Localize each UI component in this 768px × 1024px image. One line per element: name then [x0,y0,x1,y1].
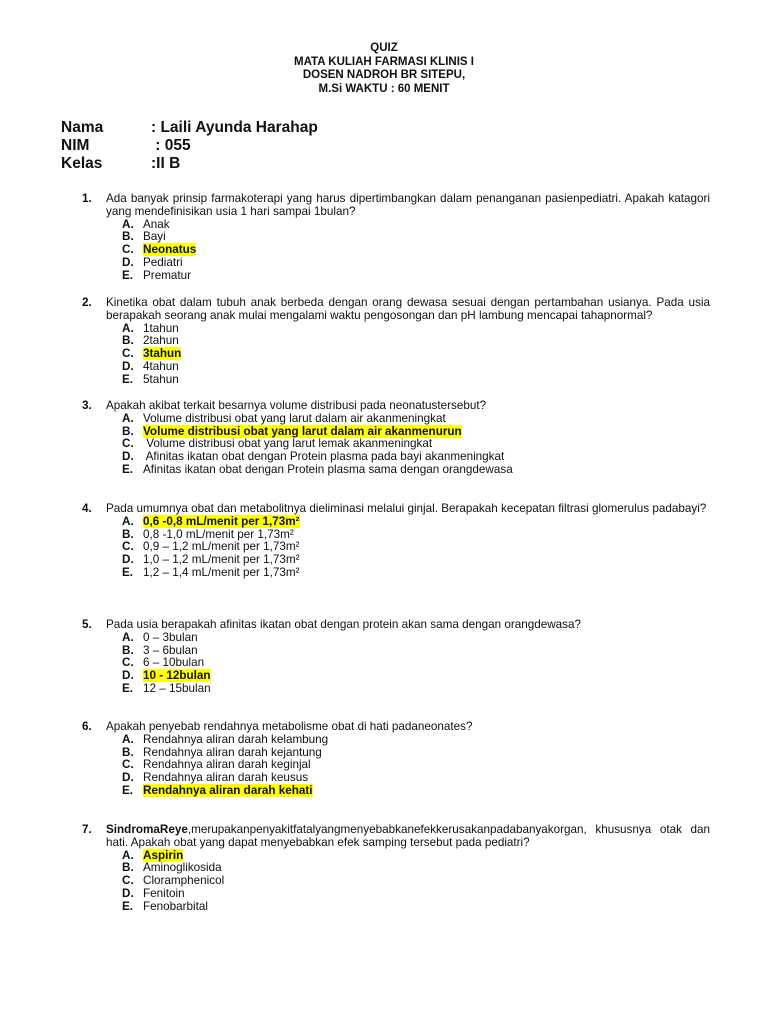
option-e-answer: E. Rendahnya aliran darah kehati [122,783,313,797]
option-a: A. 1tahun [122,321,179,335]
option-b: B. Rendahnya aliran darah kejantung [122,745,322,759]
option-b-answer: B. Volume distribusi obat yang larut dalam air akanmenurun [122,424,462,438]
option-a: A. Rendahnya aliran darah kelambung [122,732,329,746]
question-5 [82,619,710,696]
option-d: D. Rendahnya aliran darah keusus [122,771,309,785]
option-d: D. 4tahun [122,359,179,373]
question-number: 4. [82,502,92,515]
lecturer-name: DOSEN NADROH BR SITEPU, [302,69,466,82]
time-limit: M.Si WAKTU : 60 MENIT [318,82,450,95]
question-text: SindromaReye,merupakanpenyakitfatalyangmenyebabkanefekkerusakanpadabanyakorgan, khususnya otak dan hati. Apakah obat yang dapat menyebabkan efek samping tersebut pada pediatri? [106,823,710,849]
option-c: C. 6 – 10bulan [122,656,205,670]
question-text: Pada umumnya obat dan metabolitnya dieliminasi melalui ginjal. Berapakah kecepatan filtrasi glomerulus padabayi? [106,502,707,515]
question-number: 2. [82,296,92,309]
question-number: 5. [82,618,92,631]
course-name: MATA KULIAH FARMASI KLINIS I [294,55,474,68]
question-6 [82,721,710,798]
option-c-answer: C. Neonatus [122,243,197,257]
option-b: B. 0,8 -1,0 mL/menit per 1,73m² [122,527,294,541]
question-text: Pada usia berapakah afinitas ikatan obat dengan protein akan sama dengan orangdewasa? [106,618,581,631]
option-list [82,516,710,580]
option-e: E. Afinitas ikatan obat dengan Protein plasma sama dengan orangdewasa [122,462,513,476]
option-d: D. 1,0 – 1,2 mL/menit per 1,73m² [122,553,300,567]
option-b: B. Bayi [122,230,166,244]
student-name-row [61,119,318,137]
student-class-row [61,155,318,173]
question-text: Apakah penyebab rendahnya metabolisme obat di hati padaneonates? [106,720,473,733]
option-e: E. 1,2 – 1,4 mL/menit per 1,73m² [122,565,300,579]
option-list [82,734,710,798]
syndrome-term: SindromaReye [106,823,188,836]
option-b: B. Aminoglikosida [122,861,222,875]
option-a: A. Volume distribusi obat yang larut dalam air akanmeningkat [122,411,446,425]
option-list [82,850,710,914]
option-a: A. Anak [122,217,170,231]
nim-value: : 055 [151,137,191,154]
option-d-answer: D. 10 - 12bulan [122,669,211,683]
question-1 [82,193,710,283]
question-number: 1. [82,192,92,205]
option-e: E. Fenobarbital [122,899,208,913]
option-d: D. Afinitas ikatan obat dengan Protein plasma pada bayi akanmeningkat [122,450,505,464]
option-e: E. Prematur [122,268,192,282]
class-label: Kelas [61,155,103,172]
question-3 [82,400,710,477]
option-c: C. Volume distribusi obat yang larut lemak akanmeningkat [122,437,433,451]
option-c-answer: C. 3tahun [122,347,182,361]
class-value: :II B [151,155,181,172]
question-2 [82,297,710,387]
quiz-header [0,42,768,96]
question-number: 6. [82,720,92,733]
question-text: Kinetika obat dalam tubuh anak berbeda dengan orang dewasa sesuai dengan pertambahan usianya. Pada usia berapakah seorang anak mulai mengalami waktu pengosongan dan pH lambung mencapai tahapnormal? [106,296,710,322]
option-d: D. Pediatri [122,255,183,269]
option-c: C. Cloramphenicol [122,874,225,888]
name-label: Nama [61,119,104,136]
option-list [82,632,710,696]
student-nim-row [61,137,318,155]
option-e: E. 5tahun [122,372,179,386]
nim-label: NIM [61,137,90,154]
question-text: Apakah akibat terkait besarnya volume distribusi pada neonatustersebut? [106,399,487,412]
name-value: : Laili Ayunda Harahap [151,119,318,136]
option-list [82,413,710,477]
option-a: A. 0 – 3bulan [122,630,198,644]
student-info [61,119,318,173]
option-e: E. 12 – 15bulan [122,681,211,695]
option-a-answer: A. 0,6 -0,8 mL/menit per 1,73m² [122,514,300,528]
question-number: 3. [82,399,92,412]
option-list [82,323,710,387]
option-b: B. 2tahun [122,334,179,348]
option-a-answer: A. Aspirin [122,848,184,862]
question-number: 7. [82,823,92,836]
question-text: Ada banyak prinsip farmakoterapi yang harus dipertimbangkan dalam penanganan pasienpediatri. Apakah katagori yang mendefinisikan usia 1 hari sampai 1bulan? [106,192,710,218]
option-b: B. 3 – 6bulan [122,643,198,657]
option-c: C. Rendahnya aliran darah keginjal [122,758,311,772]
question-4 [82,503,710,580]
quiz-title: QUIZ [370,42,398,54]
option-d: D. Fenitoin [122,886,185,900]
option-list [82,219,710,283]
question-7 [82,824,710,914]
option-c: C. 0,9 – 1,2 mL/menit per 1,73m² [122,540,300,554]
